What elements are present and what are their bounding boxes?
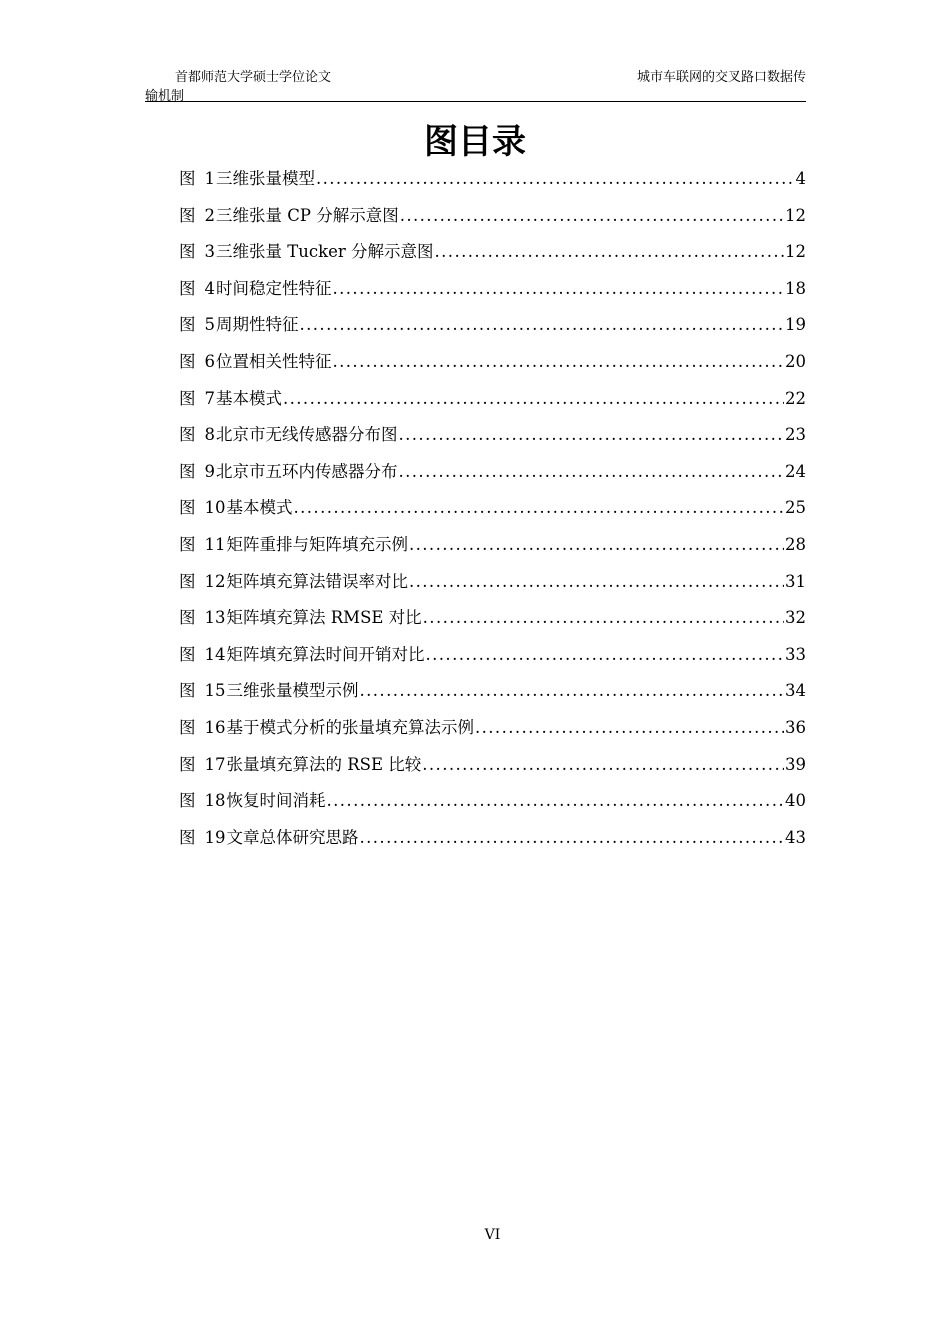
header-university: 首都师范大学硕士学位论文 (175, 70, 332, 85)
toc-entry-prefix: 图 (179, 827, 196, 847)
toc-entry[interactable] (179, 349, 806, 386)
figure-list (179, 166, 806, 861)
toc-entry-page: 19 (785, 315, 806, 335)
toc-entry-number: 5 (204, 315, 215, 335)
toc-entry-prefix: 图 (179, 681, 196, 701)
toc-entry-page: 4 (795, 169, 806, 188)
toc-dot-leader (300, 312, 785, 338)
toc-entry-prefix: 图 (179, 351, 196, 371)
toc-entry-prefix: 图 (179, 425, 196, 445)
toc-entry-prefix: 图 (179, 388, 196, 408)
toc-entry-caption: 矩阵填充算法错误率对比 (226, 571, 408, 591)
toc-entry-caption: 三维张量模型示例 (226, 681, 359, 701)
toc-entry[interactable] (179, 532, 806, 569)
toc-entry-number: 6 (204, 351, 215, 371)
toc-entry-caption: 三维张量 Tucker 分解示意图 (216, 242, 434, 262)
toc-entry-caption: 基本模式 (216, 388, 282, 408)
toc-entry-number: 3 (204, 242, 215, 262)
toc-entry[interactable] (179, 239, 806, 276)
toc-entry-page: 43 (785, 827, 806, 847)
toc-entry-page: 39 (785, 754, 806, 774)
page-number: VI (484, 1227, 501, 1243)
toc-entry-number: 14 (204, 644, 226, 664)
toc-entry-prefix: 图 (179, 754, 196, 774)
toc-dot-leader (360, 678, 785, 704)
toc-entry-page: 12 (785, 242, 806, 262)
toc-entry[interactable] (179, 752, 806, 789)
toc-entry-page: 22 (785, 388, 806, 408)
toc-entry-caption: 基本模式 (226, 498, 293, 518)
toc-entry-page: 23 (785, 425, 806, 445)
header-title-continued: 输机制 (145, 89, 185, 104)
toc-entry-page: 31 (785, 571, 806, 591)
toc-dot-leader (399, 422, 785, 448)
toc-entry[interactable] (179, 459, 806, 496)
toc-entry-number: 7 (204, 388, 215, 408)
toc-entry-number: 18 (204, 791, 226, 811)
toc-entry[interactable] (179, 276, 806, 313)
toc-entry[interactable] (179, 825, 806, 862)
toc-entry-prefix: 图 (179, 242, 196, 262)
toc-entry-prefix: 图 (179, 498, 196, 518)
toc-dot-leader (400, 203, 784, 229)
toc-entry[interactable] (179, 605, 806, 642)
toc-dot-leader (333, 276, 785, 302)
toc-entry[interactable] (179, 642, 806, 679)
toc-entry[interactable] (179, 422, 806, 459)
toc-entry-prefix: 图 (179, 205, 196, 225)
toc-entry-number: 1 (204, 169, 215, 188)
toc-entry-prefix: 图 (179, 644, 196, 664)
toc-entry-page: 18 (785, 278, 806, 298)
toc-entry-number: 2 (204, 205, 215, 225)
toc-entry-number: 15 (204, 681, 226, 701)
toc-entry-prefix: 图 (179, 169, 196, 188)
page-title: 图目录 (424, 122, 526, 162)
toc-entry-caption: 文章总体研究思路 (226, 827, 359, 847)
toc-entry-number: 12 (204, 571, 226, 591)
toc-entry-caption: 时间稳定性特征 (216, 278, 332, 298)
toc-entry-prefix: 图 (179, 791, 196, 811)
toc-dot-leader (327, 788, 785, 814)
toc-entry-number: 17 (204, 754, 226, 774)
toc-dot-leader (435, 239, 784, 265)
toc-entry-caption: 位置相关性特征 (216, 351, 332, 371)
toc-dot-leader (423, 605, 784, 631)
toc-entry-number: 9 (204, 461, 215, 481)
toc-entry-caption: 周期性特征 (216, 315, 299, 335)
toc-entry-page: 20 (785, 351, 806, 371)
toc-entry-prefix: 图 (179, 717, 196, 737)
toc-entry[interactable] (179, 678, 806, 715)
toc-dot-leader (399, 459, 785, 485)
toc-entry-page: 25 (785, 498, 806, 518)
toc-entry-number: 19 (204, 827, 226, 847)
toc-entry-number: 13 (204, 608, 226, 628)
toc-entry-number: 16 (204, 717, 226, 737)
toc-entry-page: 33 (785, 644, 806, 664)
toc-dot-leader (316, 166, 795, 192)
toc-dot-leader (283, 386, 784, 412)
toc-entry-caption: 北京市五环内传感器分布 (216, 461, 398, 481)
toc-entry-number: 8 (204, 425, 215, 445)
toc-entry[interactable] (179, 203, 806, 240)
toc-entry-page: 40 (785, 791, 806, 811)
toc-dot-leader (360, 825, 785, 851)
toc-entry-page: 34 (785, 681, 806, 701)
header-divider (145, 101, 806, 102)
toc-entry-number: 10 (204, 498, 226, 518)
toc-entry-caption: 张量填充算法的 RSE 比较 (226, 754, 422, 774)
toc-entry-prefix: 图 (179, 534, 196, 554)
toc-entry-caption: 三维张量 CP 分解示意图 (216, 205, 399, 225)
toc-entry-page: 36 (785, 717, 806, 737)
toc-entry[interactable] (179, 569, 806, 606)
toc-entry-prefix: 图 (179, 571, 196, 591)
toc-entry-page: 12 (785, 205, 806, 225)
toc-entry[interactable] (179, 715, 806, 752)
toc-entry[interactable] (179, 386, 806, 423)
running-header-right: 城市车联网的交叉路口数据传 (636, 70, 806, 85)
toc-entry-prefix: 图 (179, 315, 196, 335)
toc-entry-caption: 恢复时间消耗 (226, 791, 326, 811)
toc-entry-prefix: 图 (179, 461, 196, 481)
toc-entry-number: 4 (204, 278, 215, 298)
toc-dot-leader (475, 715, 784, 741)
toc-entry-caption: 北京市无线传感器分布图 (216, 425, 398, 445)
toc-entry[interactable] (179, 788, 806, 825)
toc-entry[interactable] (179, 166, 806, 203)
toc-entry-page: 24 (785, 461, 806, 481)
toc-entry-caption: 矩阵填充算法时间开销对比 (226, 644, 425, 664)
toc-entry-prefix: 图 (179, 608, 196, 628)
toc-entry-caption: 矩阵重排与矩阵填充示例 (226, 534, 408, 554)
toc-entry-number: 11 (204, 534, 226, 554)
toc-dot-leader (333, 349, 785, 375)
toc-entry-caption: 基于模式分析的张量填充算法示例 (226, 717, 474, 737)
toc-entry-page: 32 (785, 608, 806, 628)
toc-dot-leader (409, 532, 784, 558)
toc-dot-leader (422, 752, 784, 778)
toc-entry-prefix: 图 (179, 278, 196, 298)
toc-dot-leader (294, 495, 785, 521)
toc-entry-caption: 三维张量模型 (216, 169, 315, 188)
toc-dot-leader (409, 569, 784, 595)
toc-entry-page: 28 (785, 534, 806, 554)
toc-dot-leader (426, 642, 785, 668)
toc-entry[interactable] (179, 495, 806, 532)
toc-entry-caption: 矩阵填充算法 RMSE 对比 (226, 608, 422, 628)
toc-entry[interactable] (179, 312, 806, 349)
